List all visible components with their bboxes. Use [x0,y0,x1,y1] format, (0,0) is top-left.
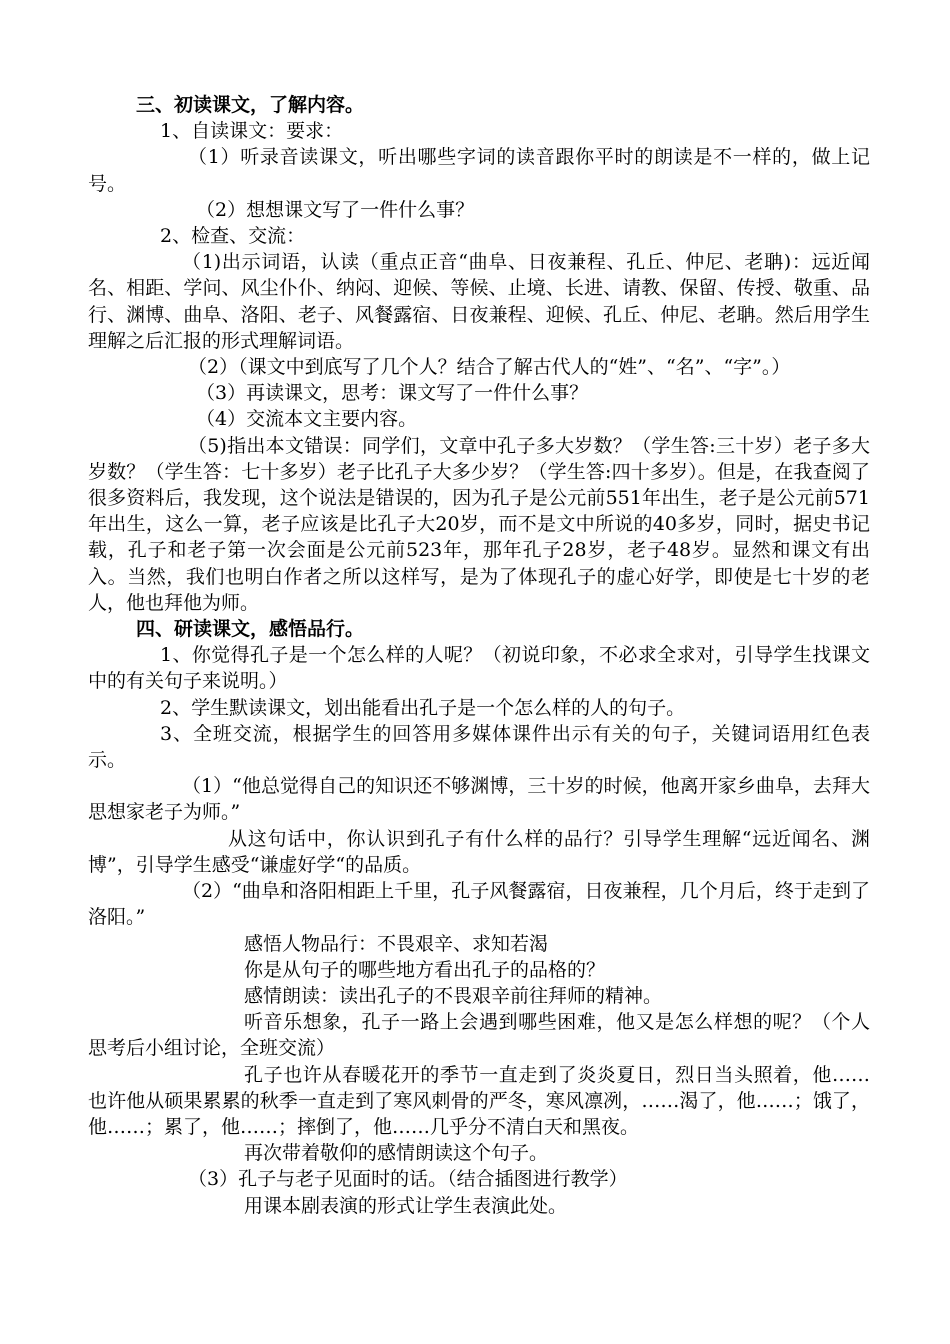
section-4-item-3: 3、全班交流，根据学生的回答用多媒体课件出示有关的句子，关键词语用红色表示。 [88,722,870,772]
section-3-item-2-3: （3）再读课文，思考：课文写了一件什么事？ [196,382,589,405]
section-4-item-2: 2、学生默读课文，划出能看出孔子是一个怎么样的人的句子。 [160,696,686,719]
section-3-item-1-1: （1）听录音读课文，听出哪些字词的读音跟你平时的朗读是不一样的，做上记号。 [88,146,870,195]
section-3-item-2-1: （1)出示词语，认读（重点正音“曲阜、日夜兼程、孔丘、仲尼、老聃)：远近闻名、相距、学问、风尘仆仆、纳闷、迎候、等候、止境、长进、请教、保留、传授、敬重、品行、渊博、曲阜、洛阳、老子、风餐露宿、日夜兼程、迎候、孔丘、仲尼、老聃。然后用学生理解之后汇报的形式理解词语。 [88,251,870,352]
document-body [88,92,870,1219]
section-3-item-2-2: （2）（课文中到底写了几个人？结合了解古代人的“姓”、“名”、“字”。） [188,356,791,379]
section-4-quote-1-note: 从这句话中，你认识到孔子有什么样的品行？引导学生理解“远近闻名、渊博”，引导学生感受“谦虚好学“的品质。 [88,827,870,876]
section-3-item-1-2: （2）想想课文写了一件什么事？ [196,198,475,221]
section-4-quote-3: （3）孔子与老子见面时的话。（结合插图进行教学） [188,1168,628,1191]
section-4-quote-2-f: 再次带着敬仰的感情朗读这个句子。 [244,1142,549,1165]
section-4-quote-2-b: 你是从句子的哪些地方看出孔子的品格的？ [244,958,606,981]
section-3-item-1: 1、自读课文：要求： [160,120,344,143]
section-4-quote-2-c: 感情朗读：读出孔子的不畏艰辛前往拜师的精神。 [244,984,663,1007]
section-4-quote-2-d: 听音乐想象，孔子一路上会遇到哪些困难，他又是怎么样想的呢？（个人思考后小组讨论，全班交流） [88,1011,870,1060]
section-4-quote-3-a: 用课本剧表演的形式让学生表演此处。 [244,1194,568,1217]
section-3-item-2-5: （5)指出本文错误：同学们，文章中孔子多大岁数？（学生答:三十岁）老子多大岁数？（学生答：七十多岁）老子比孔子大多少岁？（学生答:四十多岁）。但是，在我查阅了很多资料后，我发现，这个说法是错误的，因为孔子是公元前551年出生，老子是公元前571年出生，这么一算，老子应该是比孔子大20岁，而不是文中所说的40多岁，同时，据史书记载，孔子和老子第一次会面是公元前523年，那年孔子28岁，老子48岁。显然和课文有出入。当然，我们也明白作者之所以这样写，是为了体现孔子的虚心好学，即使是七十岁的老人，他也拜他为师。 [88,434,870,614]
section-4-quote-2: （2）“曲阜和洛阳相距上千里，孔子风餐露宿，日夜兼程，几个月后，终于走到了洛阳。” [88,880,870,929]
section-4-heading: 四、研读课文，感悟品行。 [136,618,365,641]
section-4-quote-1: （1）“他总觉得自己的知识还不够渊博，三十岁的时候，他离开家乡曲阜，去拜大思想家老子为师。” [88,775,870,824]
section-4-item-1: 1、你觉得孔子是一个怎么样的人呢？（初说印象，不必求全求对，引导学生找课文中的有关句子来说明。） [88,644,870,693]
section-4-quote-2-a: 感悟人物品行：不畏艰辛、求知若渴 [244,932,549,955]
section-3-item-2-4: （4）交流本文主要内容。 [196,408,418,431]
section-4-quote-2-e: 孔子也许从春暖花开的季节一直走到了炎炎夏日，烈日当头照着，他……也许他从硕果累累的秋季一直走到了寒风刺骨的严冬，寒风凛冽，……渴了，他……；饿了，他……；累了，他……；摔倒了，他……几乎分不清白天和黑夜。 [88,1063,870,1138]
section-3-item-2: 2、检查、交流： [160,225,306,248]
section-3-heading: 三、初读课文，了解内容。 [136,94,365,116]
